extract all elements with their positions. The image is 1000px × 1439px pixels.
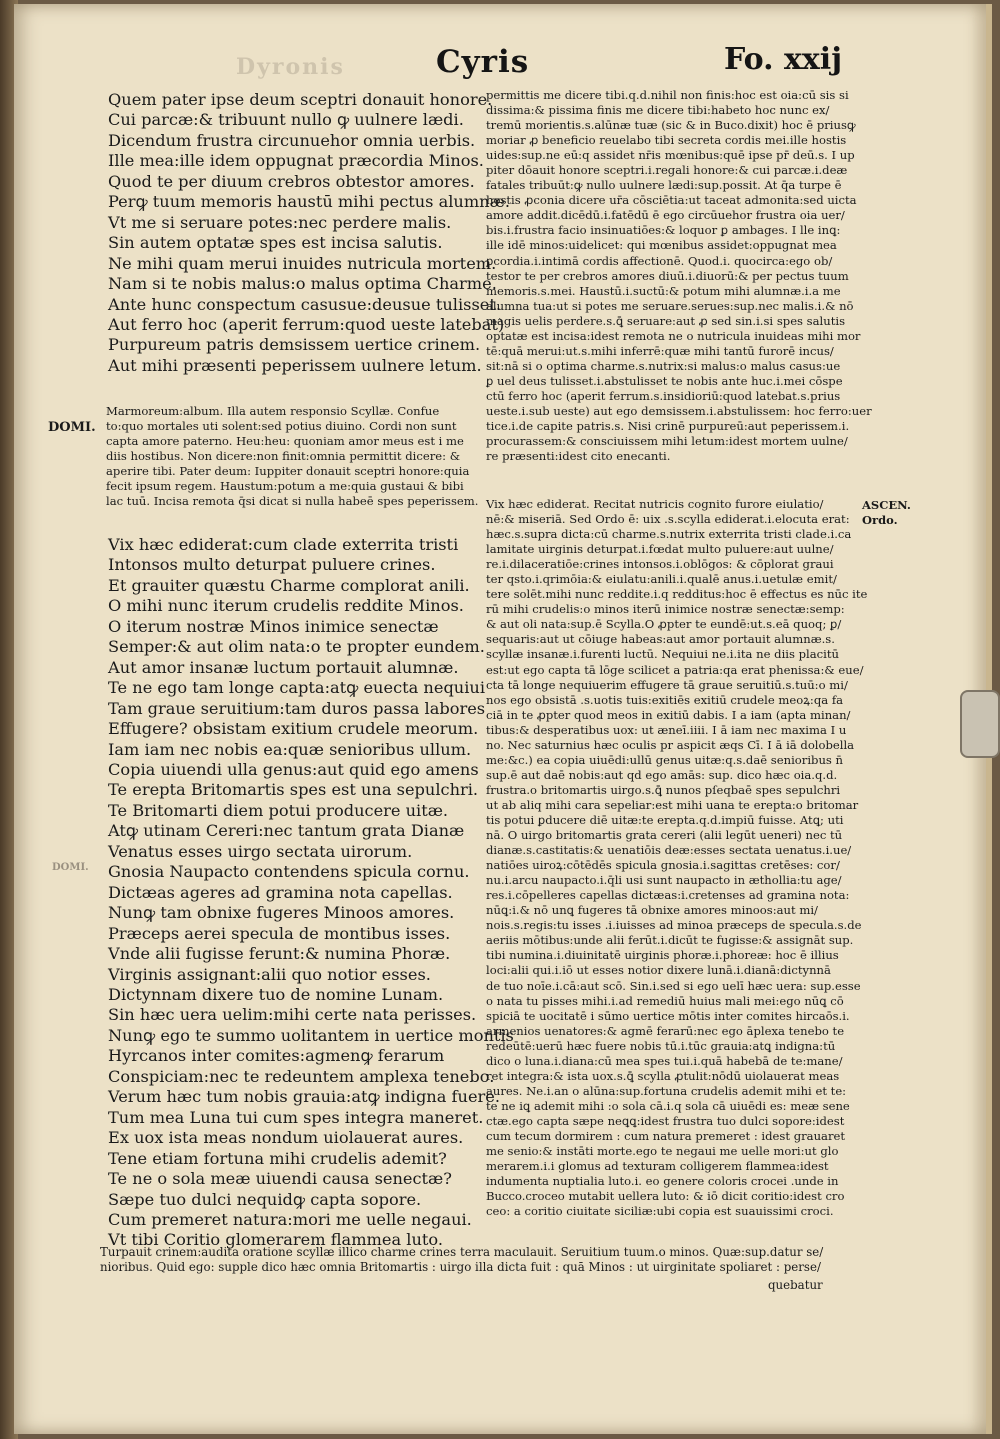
commentary-line: aures. Ne.i.an o alūna:sup.fortuna crudelis ademit mihi et te: bbox=[486, 1083, 847, 1098]
commentary-line: bis.i.frustra facio insinuatiōes:& loquor ꝑ ambages. I lle inꝗ: bbox=[486, 223, 841, 238]
commentary-line: tibus:& desperatibus uox: ut æneī.iiii. I ā iam nec maxima I u bbox=[486, 722, 847, 737]
commentary-line: cum tecum dormirem : cum natura premeret : idest grauaret bbox=[486, 1128, 846, 1143]
verse-line: Præceps aerei specula de montibus isses. bbox=[108, 923, 451, 943]
verse-line: Gnosia Naupacto contendens spicula cornu. bbox=[108, 862, 470, 882]
margin-note-domi: DOMI. bbox=[48, 420, 96, 435]
commentary-line: Turpauit crinem:audita oratione scyllæ illico charme crines terra maculauit. Seruitium tuum.o minos. Quæ:sup.datur se/ bbox=[100, 1245, 824, 1259]
commentary-line: spiciā te uocitatē i sūmo uertice mōtis inter comites hircaōs.i. bbox=[486, 1008, 850, 1023]
commentary-line: magis uelis perdere.s.ꝗ̄ seruare:aut ꝓ sed sin.i.si spes salutis bbox=[486, 313, 846, 328]
commentary-line: ille idē minos:uidelicet: qui mœnibus assidet:oppugnat mea bbox=[486, 238, 837, 253]
commentary-line: redeūtē:uerū hæc fuere nobis tū.i.tūc grauia:atꝗ indigna:tū bbox=[486, 1038, 836, 1053]
commentary-line: o nata tu pisses mihi.i.ad remediū huius mali mei:ego nūꝗ cō bbox=[486, 993, 844, 1008]
verse-line: Intonsos multo deturpat puluere crines. bbox=[108, 555, 436, 575]
commentary-line: fatales tribuūt:ꝙ nullo uulnere lædi:sup.possit. At q̄a turpe ē bbox=[486, 178, 842, 193]
commentary-line: lamitate uirginis deturpat.i.fœdat multo puluere:aut uulne/ bbox=[486, 542, 834, 557]
verse-line: Tam graue seruitium:tam duros passa labores bbox=[108, 698, 486, 718]
commentary-line: amore addit.dicēdū.i.fatēdū ē ego circūuehor frustra oia uer/ bbox=[486, 208, 845, 223]
margin-note-domi-faint: DOMI. bbox=[52, 862, 89, 873]
catchword: quebatur bbox=[768, 1278, 823, 1292]
commentary-line: res.i.cōpelleres capellas dictæas:i.cretenses ad gramina nota: bbox=[486, 888, 850, 903]
verse-line: Dictæas ageres ad gramina nota capellas. bbox=[108, 882, 453, 902]
verse-line: Ne mihi quam merui inuides nutricula mortem. bbox=[108, 253, 497, 273]
commentary-line: tere solēt.mihi nunc reddite.i.q redditus:hoc ē effectus es nūc ite bbox=[486, 587, 868, 602]
right-commentary-1 bbox=[486, 88, 872, 464]
verse-line: Vt tibi Coritio glomerarem flammea luto. bbox=[108, 1230, 443, 1250]
verse-line: Perꝙ tuum memoris haustū mihi pectus alumnæ. bbox=[108, 192, 510, 212]
verse-line: O mihi nunc iterum crudelis reddite Minos. bbox=[108, 596, 464, 616]
commentary-line: dissima:& pissima finis me dicere tibi:habeto hoc nunc ex/ bbox=[486, 103, 830, 118]
commentary-line: tis potui ꝑducere diē uitæ:te erepta.q.d.impiū fuisse. Atꝗ; uti bbox=[486, 812, 844, 827]
commentary-line: armenios uenatores:& agmē ferarū:nec ego āplexa tenebo te bbox=[486, 1023, 845, 1038]
commentary-line: ꝑ uel deus tulisset.i.abstulisset te nobis ante huc.i.mei cōspe bbox=[486, 373, 843, 388]
commentary-line: lac tuū. Incisa remota q̄si dicat si nulla habeē spes peperissem. bbox=[106, 494, 479, 509]
verse-block-2 bbox=[108, 535, 514, 1251]
commentary-line: ut ab aliq mihi cara sepeliar:est mihi uana te erepta:o britomar bbox=[486, 797, 859, 812]
commentary-line: nā. O uirgo britomartis grata cereri (alii legūt ueneri) nec tū bbox=[486, 828, 843, 843]
commentary-line: diis hostibus. Non dicere:non finit:omnia permittit dicere: & bbox=[106, 449, 461, 464]
verse-line: Te erepta Britomartis spes est una sepulchri. bbox=[108, 780, 479, 800]
commentary-line: fecit ipsum regem. Haustum:potum a me:quia gustaui & bibi bbox=[106, 479, 464, 494]
verse-line: Cui parcæ:& tribuunt nullo ꝙ uulnere lædi. bbox=[108, 110, 464, 130]
commentary-line: ueste.i.sub ueste) aut ego demsissem.i.abstulissem: hoc ferro:uer bbox=[486, 403, 872, 418]
commentary-line: ter qsto.i.qrimōia:& eiulatu:anili.i.qualē anus.i.uetulæ emit/ bbox=[486, 572, 837, 587]
commentary-line: loci:alii qui.i.iō ut esses notior dixere lunā.i.dianā:dictynnā bbox=[486, 963, 831, 978]
commentary-line: tibi numina.i.diuinitatē uirginis phoræ.i.phoreæ: hoc ē illius bbox=[486, 948, 839, 963]
commentary-line: optatæ est incisa:idest remota ne o nutricula inuideas mihi mor bbox=[486, 328, 861, 343]
commentary-line: ctæ.ego capta sæpe neꝗꝗ:idest frustra tuo dulci sopore:idest bbox=[486, 1113, 845, 1128]
verse-line: Venatus esses uirgo sectata uirorum. bbox=[108, 841, 413, 861]
verse-line: Verum hæc tum nobis grauia:atꝙ indigna fuere. bbox=[108, 1087, 500, 1107]
verse-line: Purpureum patris demsissem uertice crinem. bbox=[108, 335, 481, 355]
commentary-line: testor te per crebros amores diuū.i.diuorū:& per pectus tuum bbox=[486, 268, 849, 283]
verse-line: Nunꝙ ego te summo uolitantem in uertice montis bbox=[108, 1025, 514, 1045]
verse-line: Te Britomarti diem potui producere uitæ. bbox=[108, 800, 449, 820]
commentary-line: moriar ꝓ beneficio reuelabo tibi secreta cordis mei.ille hostis bbox=[486, 133, 847, 148]
verse-line: Quod te per diuum crebros obtestor amores. bbox=[108, 171, 475, 191]
verse-line: Sin autem optatæ spes est incisa salutis. bbox=[108, 233, 443, 253]
commentary-line: est:ut ego capta tā lōge scilicet a patria:qa erat phenissa:& eue/ bbox=[486, 662, 864, 677]
commentary-line: nois.s.regis:tu isses .i.iuisses ad minoa præceps de specula.s.de bbox=[486, 918, 862, 933]
verse-line: Nunꝙ tam obnixe fugeres Minoos amores. bbox=[108, 903, 455, 923]
left-commentary bbox=[106, 404, 479, 509]
verse-line: Aut mihi præsenti peperissem uulnere letum. bbox=[108, 355, 482, 375]
commentary-line: Vix hæc ediderat. Recitat nutricis cognito furore eiulatio/ bbox=[486, 497, 824, 511]
commentary-line: aperire tibi. Pater deum: Iuppiter donauit sceptri honore:quia bbox=[106, 464, 470, 479]
commentary-line: sequaris:aut ut cōiuge habeas:aut amor portauit alumnæ.s. bbox=[486, 632, 835, 647]
margin-note-ascen bbox=[862, 498, 911, 528]
commentary-line: permittis me dicere tibi.q.d.nihil non finis:hoc est oia:cū sis si bbox=[486, 88, 849, 102]
verse-line: Ex uox ista meas nondum uiolauerat aures. bbox=[108, 1128, 464, 1148]
commentary-line: Bucco.croceo mutabit uellera luto: & iō dicit coritio:idest cro bbox=[486, 1189, 845, 1204]
commentary-line: piter dōauit honore sceptri.i.regali honore:& cui parcæ.i.deæ bbox=[486, 163, 848, 178]
commentary-line: te ne iꝗ ademit mihi :o sola cā.i.q sola cā uiuēdi es: meæ sene bbox=[486, 1098, 850, 1113]
commentary-line: aeriis mōtibus:unde alii ferūt.i.dicūt te fugisse:& assignāt sup. bbox=[486, 933, 854, 948]
commentary-line: merarem.i.i glomus ad texturam colligerem flammea:idest bbox=[486, 1159, 829, 1174]
commentary-line: sup.ē aut daē nobis:aut qd ego amās: sup. dico hæc oia.q.d. bbox=[486, 767, 838, 782]
commentary-line: sit:nā si o optima charme.s.nutrix:si malus:o malus casus:ue bbox=[486, 358, 841, 373]
commentary-line: rū mihi crudelis:o minos iterū inimice nostræ senectæ:semp: bbox=[486, 602, 845, 617]
folio-number: Fo. xxij bbox=[724, 42, 843, 77]
commentary-line: hostis ꝓconia dicere ur̄a cōsciētia:ut taceat admonita:sed uicta bbox=[486, 193, 857, 208]
verse-line: Te ne ego tam longe capta:atꝙ euecta nequiui bbox=[108, 678, 486, 698]
commentary-line: ciā in te ꝓpter quod meos in exitiū dabis. I a iam (apta minan/ bbox=[486, 707, 851, 722]
commentary-line: nūꝗ:i.& nō unꝗ fugeres tā obnixe amores minoos:aut mi/ bbox=[486, 903, 818, 918]
verse-line: Semper:& aut olim nata:o te propter eundem. bbox=[108, 637, 485, 657]
commentary-line: me senio:& instāti morte.ego te negaui me uelle mori:ut glo bbox=[486, 1144, 839, 1159]
commentary-line: ret integra:& ista uox.s.ꝗ̄ scylla ꝓtulit:nōdū uiolauerat meas bbox=[486, 1068, 840, 1083]
verse-line: Dicendum frustra circunuehor omnia uerbis. bbox=[108, 130, 476, 150]
commentary-line: re præsenti:idest cito enecanti. bbox=[486, 449, 671, 464]
verse-line: Dictynnam dixere tuo de nomine Lunam. bbox=[108, 984, 444, 1004]
running-title: Cyris bbox=[436, 44, 530, 80]
verse-line: Atꝙ utinam Cereri:nec tantum grata Dianæ bbox=[108, 821, 465, 841]
commentary-line: hæc.s.supra dicta:cū charme.s.nutrix exterrita tristi clade.i.ca bbox=[486, 527, 852, 542]
verse-line: Conspiciam:nec te redeuntem amplexa tenebo. bbox=[108, 1066, 495, 1086]
commentary-line: dico o luna.i.diana:cū mea spes tui.i.quā habebā de te:mane/ bbox=[486, 1053, 843, 1068]
verse-line: Aut ferro hoc (aperit ferrum:quod ueste latebat) bbox=[108, 314, 505, 334]
commentary-line: re.i.dilaceratiōe:crines intonsos.i.oblōgos: & cōplorat graui bbox=[486, 557, 834, 572]
verse-line: Tum mea Luna tui cum spes integra maneret. bbox=[108, 1107, 484, 1127]
commentary-line: indumenta nuptialia luto.i. eo genere coloris crocei .unde in bbox=[486, 1174, 839, 1189]
commentary-line: scyllæ insanæ.i.furenti luctū. Nequiui ne.i.ita ne diis placitū bbox=[486, 647, 840, 662]
verse-line: Hyrcanos inter comites:agmenꝙ ferarum bbox=[108, 1046, 445, 1066]
right-commentary-2 bbox=[486, 497, 868, 1219]
commentary-line: nu.i.arcu naupacto.i.q̄li usi sunt naupacto in æthollia:tu age/ bbox=[486, 873, 842, 888]
commentary-line: natiōes uiroꝝ:cōtēdēs spicula gnosia.i.sagittas cretēses: cor/ bbox=[486, 858, 840, 873]
verse-line: Iam iam nec nobis ea:quæ senioribus ullum. bbox=[108, 739, 472, 759]
commentary-line: nos ego obsistā .s.uotis tuis:exitiēs exitiū crudele meoꝝ:qa fa bbox=[486, 692, 844, 707]
commentary-line: Marmoreum:album. Illa autem responsio Scyllæ. Confue bbox=[106, 404, 440, 418]
commentary-line: tremū morientis.s.alūnæ tuæ (sic & in Buco.dixit) hoc ē priusꝙ bbox=[486, 118, 856, 133]
commentary-line: frustra.o britomartis uirgo.s.ꝗ̄ nunos pſeqbaē spes sepulchri bbox=[486, 782, 841, 797]
commentary-line: & aut oli nata:sup.ē Scylla.O ꝓpter te eundē:ut.s.eā quoq; ꝑ/ bbox=[486, 617, 842, 632]
verse-line: Sæpe tuo dulci nequidꝙ capta sopore. bbox=[108, 1189, 422, 1209]
bottom-commentary bbox=[100, 1245, 860, 1275]
commentary-line: tē:quā merui:ut.s.mihi inferrē:quæ mihi tantū furorē incus/ bbox=[486, 343, 834, 358]
verse-line: Ante hunc conspectum casusue:deusue tulisset. bbox=[108, 294, 501, 314]
verse-line: Aut amor insanæ luctum portauit alumnæ. bbox=[108, 657, 459, 677]
commentary-line: ceo: a coritio ciuitate siciliæ:ubi copia est suauissimi croci. bbox=[486, 1204, 834, 1219]
verse-line: Te ne o sola meæ uiuendi causa senectæ? bbox=[108, 1169, 452, 1189]
commentary-line: de tuo noīe.i.cā:aut scō. Sin.i.sed si ego uelī hæc uera: sup.esse bbox=[486, 978, 861, 993]
verse-line: Nam si te nobis malus:o malus optima Charme. bbox=[108, 274, 497, 294]
commentary-line: nē:& miseriā. Sed Ordo ē: uix .s.scylla ediderat.i.elocuta erat: bbox=[486, 512, 850, 527]
verse-line: Quem pater ipse deum sceptri donauit honore. bbox=[108, 90, 493, 109]
verse-line: Vnde alii fugisse ferunt:& numina Phoræ. bbox=[108, 944, 451, 964]
verse-line: O iterum nostræ Minos inimice senectæ bbox=[108, 616, 439, 636]
verse-line: Tene etiam fortuna mihi crudelis ademit? bbox=[108, 1148, 447, 1168]
commentary-line: dianæ.s.castitatis:& uenatiōis deæ:esses sectata uenatus.i.ue/ bbox=[486, 843, 852, 858]
show-through-text: Dyronis bbox=[236, 54, 345, 80]
verse-line: Vix hæc ediderat:cum clade exterrita tristi bbox=[108, 535, 459, 554]
commentary-line: ctū ferro hoc (aperit ferrum.s.insidioriū:quod latebat.s.prius bbox=[486, 388, 841, 403]
commentary-line: me:&c.) ea copia uiuēdi:ullū genus uitæ:q.s.daē senioribus n̄ bbox=[486, 752, 844, 767]
commentary-line: alumna tua:ut si potes me seruare.serues:sup.nec malis.i.& nō bbox=[486, 298, 854, 313]
verse-block-1 bbox=[108, 90, 510, 376]
commentary-line: to:quo mortales uti solent:sed potius diuino. Cordi non sunt bbox=[106, 419, 457, 434]
page-clip bbox=[960, 690, 1000, 758]
verse-line: Et grauiter quæstu Charme complorat anili. bbox=[108, 575, 470, 595]
verse-line: Cum premeret natura:mori me uelle negaui. bbox=[108, 1209, 472, 1229]
verse-line: Virginis assignant:alii quo notior esses. bbox=[108, 964, 431, 984]
margin-note-line: ASCEN. bbox=[862, 498, 911, 512]
commentary-line: nioribus. Quid ego: supple dico hæc omnia Britomartis : uirgo illa dicta fuit : quā Minos : ut uirginitate spoliaret : perse/ bbox=[100, 1260, 821, 1274]
margin-note-line: Ordo. bbox=[862, 513, 898, 527]
verse-line: Copia uiuendi ulla genus:aut quid ego amens bbox=[108, 759, 479, 779]
commentary-line: capta amore paterno. Heu:heu: quoniam amor meus est i me bbox=[106, 434, 464, 449]
commentary-line: no. Nec saturnius hæc oculis pr aspicit æqs Cī. I ā iā dolobella bbox=[486, 737, 855, 752]
verse-line: Ille mea:ille idem oppugnat præcordia Minos. bbox=[108, 151, 484, 171]
verse-line: Effugere? obsistam exitium crudele meorum. bbox=[108, 719, 479, 739]
commentary-line: memoris.s.mei. Haustū.i.suctū:& potum mihi alumnæ.i.a me bbox=[486, 283, 841, 298]
verse-line: Vt me si seruare potes:nec perdere malis. bbox=[108, 212, 452, 232]
commentary-line: procurassem:& consciuissem mihi letum:idest mortem uulne/ bbox=[486, 434, 848, 449]
commentary-line: cta tā longe nequiuerim effugere tā graue seruitiū.s.tuū:o mi/ bbox=[486, 677, 848, 692]
verse-line: Sin hæc uera uelim:mihi certe nata perisses. bbox=[108, 1005, 477, 1025]
commentary-line: ꝑcordia.i.intimā cordis affectionē. Quod.i. quocirca:ego ob/ bbox=[486, 253, 833, 268]
commentary-line: uides:sup.ne eū:q assidet nr̄is mœnibus:quē ipse pr̄ deū.s. I up bbox=[486, 148, 855, 163]
commentary-line: tice.i.de capite patris.s. Nisi crinē purpureū:aut peperissem.i. bbox=[486, 419, 850, 434]
